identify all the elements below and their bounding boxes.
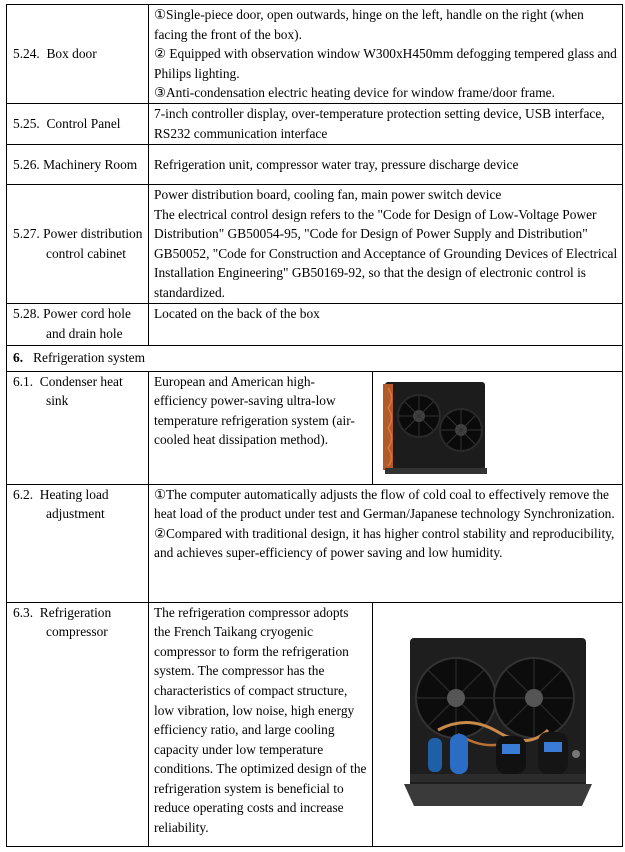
row-label-box-door: 5.24. Box door [7, 5, 149, 104]
box-door-description [149, 5, 623, 104]
power-distribution-description: Power distribution board, cooling fan, main power switch device The electrical control design refers to the "Code for Design of Low-Voltage Power Distribution" GB50054-95, "Code for Design of Power Supply and Distribution" GB50052, "Code for Construction and Acceptance of Grounding Devices of Electrical Installation Engineering" GB50169-92, so that the design of electronic control is standardized. [149, 184, 623, 303]
table-row [7, 602, 623, 846]
list-item: ①The computer automatically adjusts the flow of cold coal to effectively remove the heat load of the product under test and German/Japanese technology Synchronization. [154, 486, 615, 522]
table-row [7, 484, 623, 602]
row-label-machinery-room: 5.26. Machinery Room [7, 144, 149, 184]
table-row [7, 5, 623, 104]
control-panel-description: 7-inch controller display, over-temperature protection setting device, USB interface, RS232 communication interface [149, 103, 623, 144]
compressor-description: The refrigeration compressor adopts the French Taikang cryogenic compressor to form the refrigeration system. The compressor has the characteristics of compact structure, low vibration, low noise, high energy efficiency ratio, and large cooling capacity under low temperature conditions. The optimized design of the refrigeration system is beneficial to reduce operating costs and increase reliability. [149, 602, 373, 846]
table-row [7, 303, 623, 345]
power-cord-description: Located on the back of the box [149, 303, 623, 345]
table-row [7, 103, 623, 144]
table-row [7, 144, 623, 184]
list-item: ②Compared with traditional design, it has higher control stability and reproducibility, and achieves super-efficiency of power saving and low humidity. [154, 525, 615, 561]
compressor-unit-icon [398, 634, 598, 814]
row-label-control-panel: 5.25. Control Panel [7, 103, 149, 144]
table-row [7, 371, 623, 484]
row-label-condenser: 6.1. Condenser heat sink [7, 371, 149, 484]
condenser-unit-icon [381, 378, 493, 478]
list-item: ③Anti-condensation electric heating device for window frame/door frame. [154, 85, 555, 101]
compressor-image [373, 602, 623, 846]
table-row [7, 184, 623, 303]
condenser-description: European and American high-efficiency power-saving ultra-low temperature refrigeration system (air-cooled heat dissipation method). [149, 371, 373, 484]
row-label-power-distribution: 5.27. Power distribution control cabinet [7, 184, 149, 303]
spec-table [6, 4, 623, 847]
row-label-power-cord-hole: 5.28. Power cord hole and drain hole [7, 303, 149, 345]
list-item: ①Single-piece door, open outwards, hinge on the left, handle on the right (when facing the front of the box). [154, 7, 584, 42]
machinery-room-description: Refrigeration unit, compressor water tray, pressure discharge device [149, 144, 623, 184]
section-header-row [7, 345, 623, 371]
section-title: 6. Refrigeration system [7, 345, 623, 371]
row-label-compressor: 6.3. Refrigeration compressor [7, 602, 149, 846]
heating-load-description [149, 484, 623, 602]
row-label-heating-load: 6.2. Heating load adjustment [7, 484, 149, 602]
list-item: ② Equipped with observation window W300xH450mm defogging tempered glass and Philips lighting. [154, 46, 617, 81]
condenser-image [373, 371, 623, 484]
